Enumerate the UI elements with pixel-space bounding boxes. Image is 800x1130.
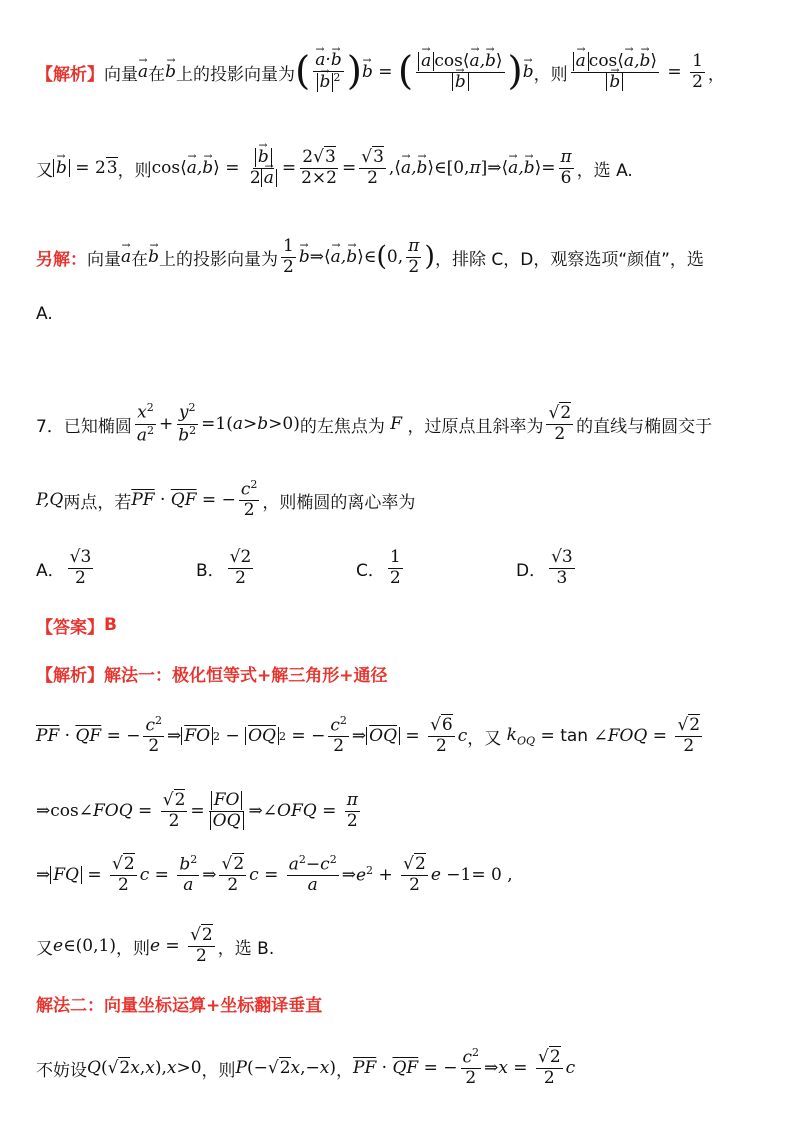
method1-line2: ⇒cos ∠FOQ = $\frac{√2}{2}$ = $\frac{FO}{OQ}$ ⇒ ∠OFQ = $\frac{\pi}{2}$	[36, 789, 358, 831]
answer-value: B	[104, 615, 117, 635]
answer-line	[36, 612, 117, 638]
method1-line3: ⇒ FQ = $\frac{√2}{2}$ c = $\frac{b^2}{a}$ ⇒ $\frac{√2}{2}$ c = $\frac{a^2-c^2}{a}$ ⇒ $e^2$ + $\frac{√2}{2}$ e −1= 0 ,	[36, 853, 513, 896]
q7-stem-line1: 7．已知椭圆 $\frac{x^2}{a^2}$ + $\frac{y^2}{b^2}$ =1(a>b>0) 的左焦点为 F ，过原点且斜率为 $\frac{√2}{2}$ 的直线与椭圆交于	[36, 401, 713, 446]
analysis-label: 【解析】	[36, 64, 104, 85]
method2-line1: 不妨设 Q (√2x,x),x>0 ，则 P (−√2x,−x) ， $\overline{PF}$ · $\overline{QF}$ = − $\frac{c^2}{2}$ ⇒ x = $\frac{√2}{2}$ c	[36, 1046, 576, 1089]
method2-title: 解法二：向量坐标运算+坐标翻译垂直	[36, 995, 323, 1016]
q6-analysis-line: 【解析】 向量 → a 在 → b 上的投影向量为 ( → a·→ b → b $^2$ ) → b = ( → a cos ⟨ → a,→ b ⟩ → b ) → b ，则 → a cos ⟨ → a,→ b ⟩ → b = $\frac{1}{2}$ ，	[36, 30, 725, 114]
answer-label: 【答案】	[36, 617, 104, 638]
option-a[interactable]: A． $\frac{√3}{2}$	[36, 546, 92, 588]
method1-line4: 又 e ∈(0,1) ，则 e = $\frac{√2}{2}$ ，选 B.	[36, 924, 275, 966]
q6-alt-line: 另解： 向量 → a 在 → b 上的投影向量为 $\frac{1}{2}$ → b ⇒ ⟨ → a,→ b ⟩ ∈ ( 0, $\frac{\pi}{2}$ ) ，排除 C，D，观察选项“颜值”，选	[36, 222, 704, 292]
method1-line1: $\overline{PF}$ · $\overline{QF}$ = − $\frac{c^2}{2}$ ⇒ $\overline{FO}$ 2 − $\overline{OQ}$ 2 = − $\frac{c^2}{2}$ ⇒ $\overline{OQ}$ = $\frac{√6}{2}$ c ，又 $k_{OQ}$ = tan ∠FOQ = $\frac{√2}{2}$	[36, 714, 701, 757]
method1-title: 【解析】解法一：极化恒等式+解三角形+通径	[36, 665, 388, 686]
projection-fraction: → a·→ b → b $^2$	[313, 51, 343, 93]
q6-cos-line: 又 → b = 23 ，则 cos ⟨ → a,→ b ⟩ = → $\frac{b}{2 \to a}$ = $\frac{2√3}{2\times 2}$ = $\frac{√3}{2}$ , ⟨ → a,→ b ⟩ ∈[0,π]⇒ ⟨ → a,→ b ⟩ = $\frac{\pi}{6}$ ，选 A.	[36, 128, 633, 208]
alt-solution-label: 另解：	[36, 249, 87, 270]
option-b[interactable]: B． $\frac{√2}{2}$	[196, 546, 252, 588]
option-c[interactable]: C． $\frac{1}{2}$	[356, 546, 401, 588]
option-d[interactable]: D． $\frac{√3}{3}$	[516, 546, 573, 588]
q7-stem-line2: P,Q 两点，若 $\overline{PF}$ · $\overline{QF}$ = − $\frac{c^2}{2}$ ，则椭圆的离心率为	[36, 478, 416, 521]
question-number: 7．已知椭圆	[36, 416, 132, 437]
q6-alt-end: A.	[36, 304, 53, 324]
